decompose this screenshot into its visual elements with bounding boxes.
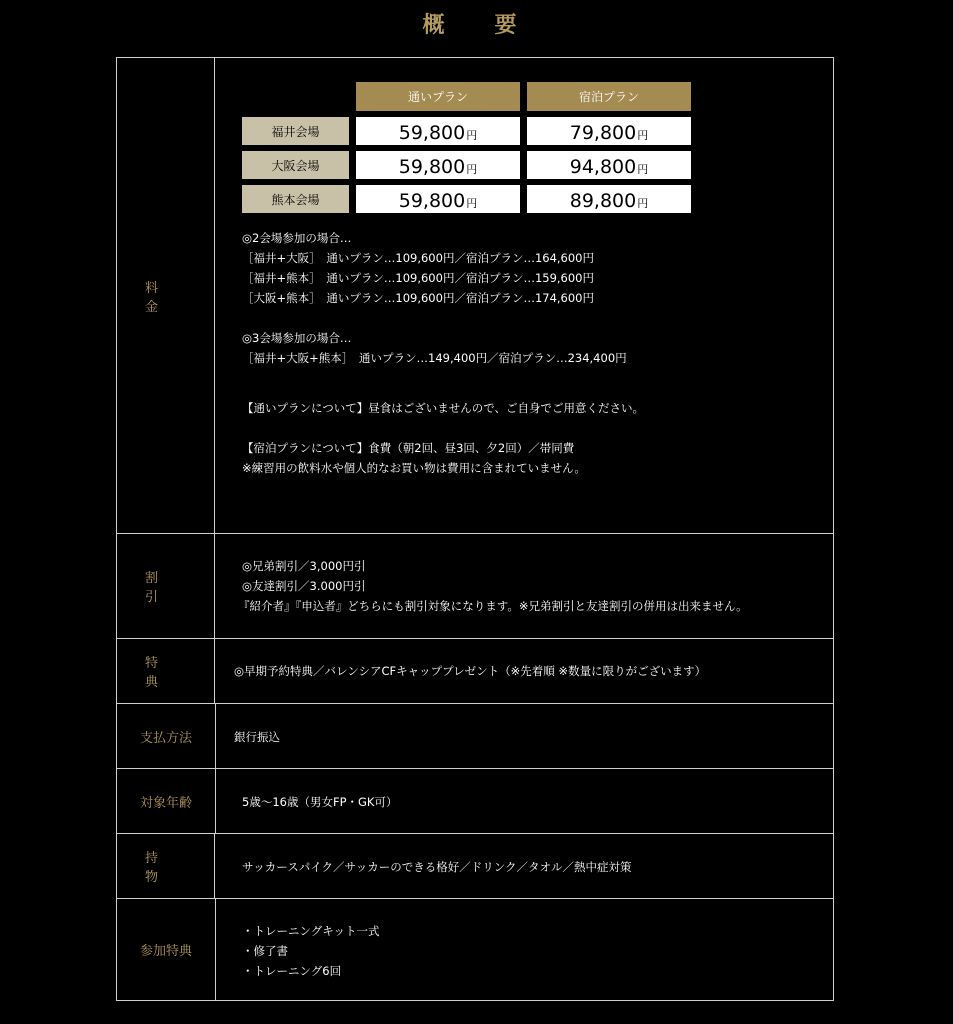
page-title: 概 要 — [422, 13, 531, 38]
price-value: 59,800 — [398, 156, 466, 178]
payment-content — [216, 704, 833, 768]
price-value: 89,800 — [569, 190, 637, 212]
venue-label-osaka: 大阪会場 — [242, 151, 349, 179]
discount-label: 割引 — [117, 534, 215, 638]
bonus-row — [117, 899, 833, 1000]
price-value: 79,800 — [569, 122, 637, 144]
price-cell — [527, 185, 691, 213]
fees-label: 料金 — [117, 58, 215, 533]
commute-note: 【通いプランについて】昼食はございませんので、ご自身でご用意ください。 — [242, 401, 645, 415]
payment-label: 支払方法 — [117, 704, 216, 768]
age-row — [117, 769, 833, 834]
yen-unit: 円 — [637, 163, 649, 176]
discount-line: 『紹介者』『申込者』どちらにも割引対象になります。※兄弟割引と友達割引の併用は出来ません。 — [238, 599, 748, 613]
fees-row — [117, 58, 833, 534]
age-label: 対象年齢 — [117, 769, 216, 833]
discount-line: ◎兄弟割引／3,000円引 — [242, 559, 366, 573]
yen-unit: 円 — [637, 197, 649, 210]
stay-note: 【宿泊プランについて】食費（朝2回、昼3回、夕2回）／帯同費 — [242, 441, 575, 455]
payment-row — [117, 704, 833, 769]
items-row — [117, 834, 833, 899]
fees-notes — [242, 228, 644, 478]
yen-unit: 円 — [466, 163, 478, 176]
venue-label-kumamoto: 熊本会場 — [242, 185, 349, 213]
two-venue-line: ［福井+大阪］ 通いプラン…109,600円／宿泊プラン…164,600円 — [242, 251, 594, 265]
overview-table — [116, 57, 834, 1001]
three-venue-line: ［福井+大阪+熊本］ 通いプラン…149,400円／宿泊プラン…234,400円 — [242, 351, 627, 365]
three-venue-heading: ◎3会場参加の場合… — [242, 331, 352, 345]
discount-line: ◎友達割引／3.000円引 — [242, 579, 366, 593]
bonus-line: ・トレーニングキット一式 — [242, 924, 380, 938]
bonus-lines — [242, 921, 380, 981]
price-cell — [527, 151, 691, 179]
price-value: 94,800 — [569, 156, 637, 178]
stay-note-2: ※練習用の飲料水や個人的なお買い物は費用に含まれていません。 — [242, 461, 586, 475]
age-text: 5歳〜16歳（男女FP・GK可） — [242, 795, 398, 809]
two-venue-line: ［福井+熊本］ 通いプラン…109,600円／宿泊プラン…159,600円 — [242, 271, 594, 285]
perk-label: 特典 — [117, 639, 215, 703]
two-venue-line: ［大阪+熊本］ 通いプラン…109,600円／宿泊プラン…174,600円 — [242, 291, 594, 305]
bonus-line: ・修了書 — [242, 944, 288, 958]
age-content — [216, 769, 833, 833]
bonus-line: ・トレーニング6回 — [242, 964, 342, 978]
yen-unit: 円 — [466, 197, 478, 210]
price-cell — [356, 185, 520, 213]
discount-content — [216, 534, 833, 638]
plan-header-commute: 通いプラン — [356, 82, 520, 111]
yen-unit: 円 — [466, 129, 478, 142]
fees-content — [216, 58, 833, 533]
discount-lines — [238, 556, 748, 616]
perk-row — [117, 639, 833, 704]
items-text: サッカースパイク／サッカーのできる格好／ドリンク／タオル／熱中症対策 — [242, 860, 632, 874]
price-cell — [356, 117, 520, 145]
discount-row — [117, 534, 833, 639]
price-value: 59,800 — [398, 190, 466, 212]
bonus-label: 参加特典 — [117, 899, 216, 1000]
items-content — [216, 834, 833, 898]
perk-content — [216, 639, 833, 703]
venue-label-fukui: 福井会場 — [242, 117, 349, 145]
plan-header-stay: 宿泊プラン — [527, 82, 691, 111]
items-label: 持物 — [117, 834, 215, 898]
price-cell — [356, 151, 520, 179]
price-value: 59,800 — [398, 122, 466, 144]
bonus-content — [216, 899, 833, 1000]
yen-unit: 円 — [637, 129, 649, 142]
payment-text: 銀行振込 — [234, 730, 280, 744]
price-cell — [527, 117, 691, 145]
perk-text: ◎早期予約特典／バレンシアCFキャッププレゼント（※先着順 ※数量に限りがございます） — [234, 664, 707, 678]
two-venue-heading: ◎2会場参加の場合… — [242, 231, 352, 245]
